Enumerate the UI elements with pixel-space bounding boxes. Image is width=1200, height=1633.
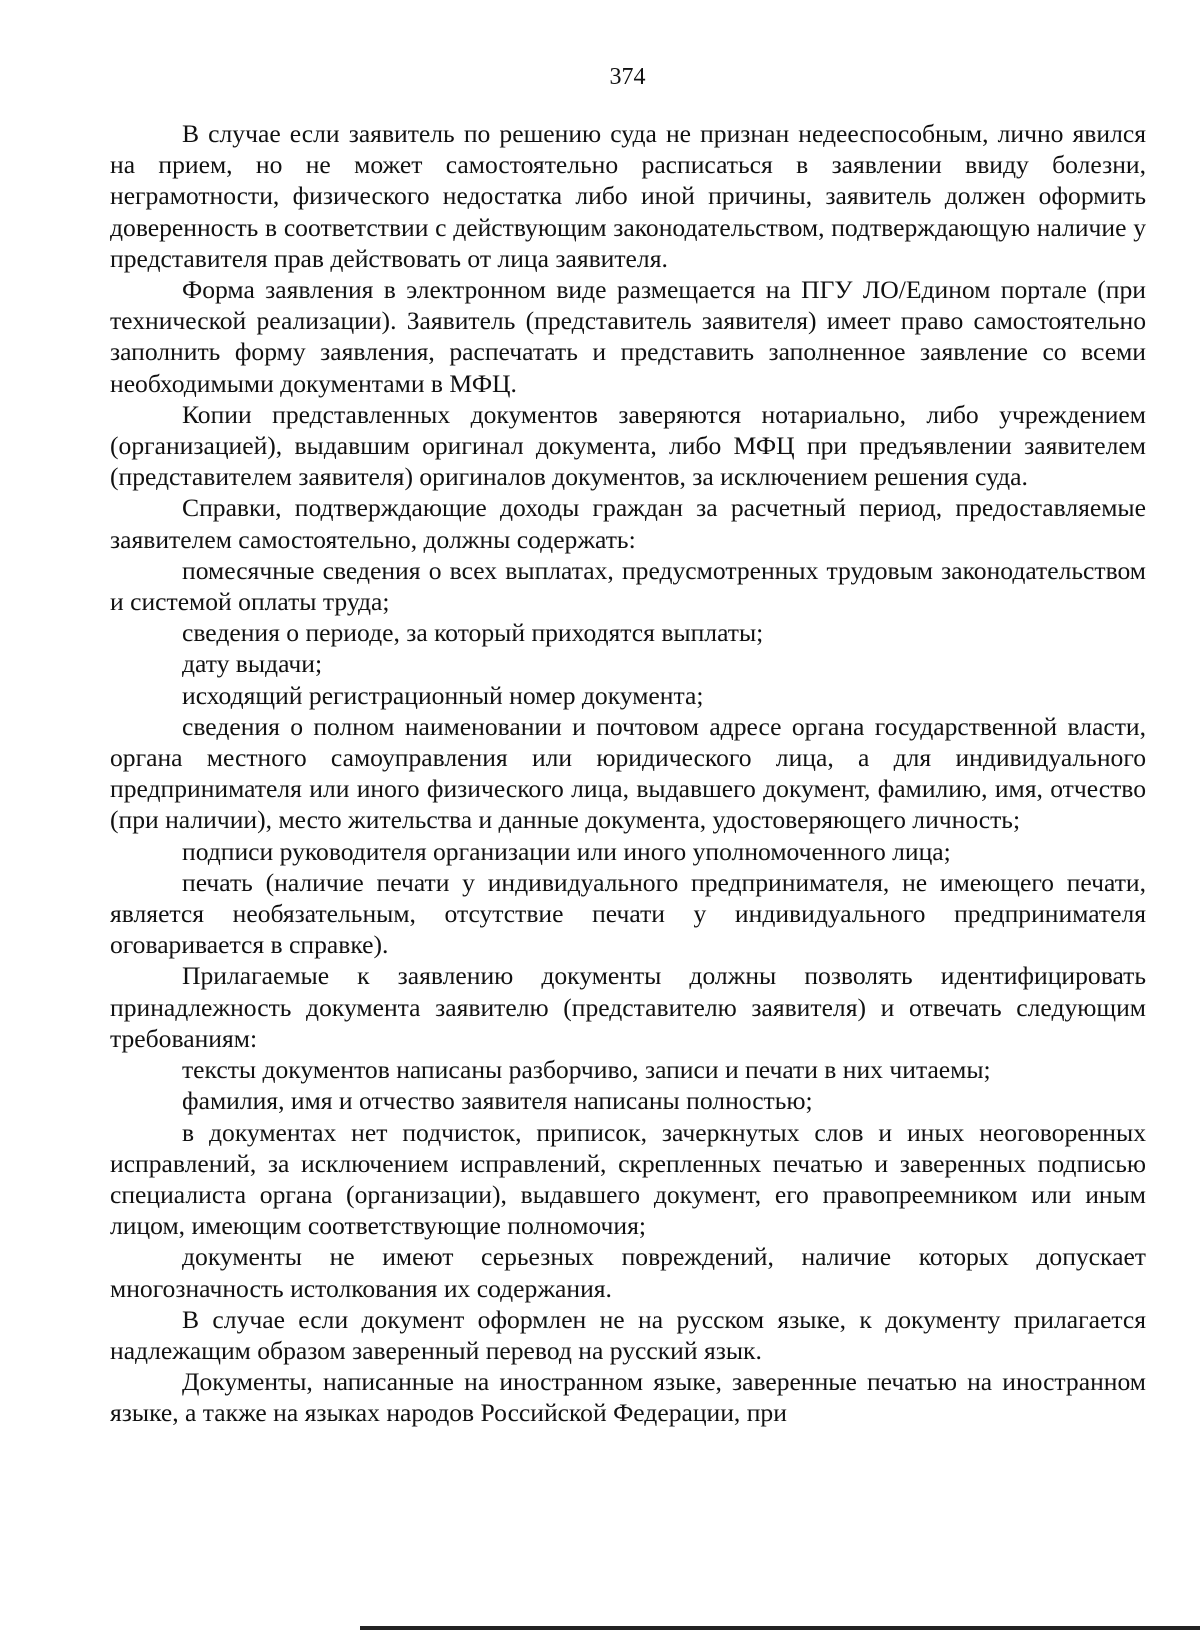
list-item-issuer-details: сведения о полном наименовании и почтовом адресе органа государственной власти, органа местного самоуправления или юридического лица, а для индивидуального предпринимателя или иного физического лица, выдавшего документ, фамилию, имя, отчество (при наличии), место жительства и данные документа, удостоверяющего личность; [110,711,1146,835]
list-item-seal: печать (наличие печати у индивидуального предпринимателя, не имеющего печати, является необязательным, отсутствие печати у индивидуального предпринимателя оговаривается в справке). [110,867,1146,960]
list-item-no-damage: документы не имеют серьезных повреждений, наличие которых допускает многозначность истолкования их содержания. [110,1242,1146,1303]
list-item-no-corrections: в документах нет подчисток, приписок, зачеркнутых слов и иных неоговоренных исправлений, за исключением исправлений, скрепленных печатью и заверенных подписью специалиста органа (организации), выдавшего документ, его правопреемником или иным лицом, имеющим соответствующие полномочия; [110,1117,1146,1241]
paragraph-foreign-language: Документы, написанные на иностранном языке, заверенные печатью на иностранном языке, а также на языках народов Российской Федерации, при [110,1367,1146,1428]
list-item-registration-number: исходящий регистрационный номер документа; [182,680,704,710]
page-number: 374 [609,64,646,90]
list-item-payment-period: сведения о периоде, за который приходятся выплаты; [182,618,764,648]
list-item-signatures: подписи руководителя организации или иного уполномоченного лица; [182,836,951,866]
paragraph-document-requirements: Прилагаемые к заявлению документы должны позволять идентифицировать принадлежность документа заявителю (представителю заявителя) и отвечать следующим требованиям: [110,961,1146,1053]
paragraph-income-certificates: Справки, подтверждающие доходы граждан за расчетный период, предоставляемые заявителем самостоятельно, должны содержать: [110,493,1146,554]
paragraph-translation: В случае если документ оформлен не на русском языке, к документу прилагается надлежащим образом заверенный перевод на русский язык. [110,1304,1146,1365]
list-item-legible-text: тексты документов написаны разборчиво, записи и печати в них читаемы; [182,1055,991,1085]
list-item-full-name: фамилия, имя и отчество заявителя написаны полностью; [182,1086,813,1116]
paragraph-electronic-form: Форма заявления в электронном виде размещается на ПГУ ЛО/Едином портале (при технической реализации). Заявитель (представитель заявителя) имеет право самостоятельно заполнить форму заявления, распечатать и представить заполненное заявление со всеми необходимыми документами в МФЦ. [110,275,1146,398]
paragraph-document-copies: Копии представленных документов заверяются нотариально, либо учреждением (организацией), выдавшим оригинал документа, либо МФЦ при предъявлении заявителем (представителем заявителя) оригиналов документов, за исключением решения суда. [110,399,1146,492]
document-body [110,118,1146,1429]
list-item-monthly-payments: помесячные сведения о всех выплатах, предусмотренных трудовым законодательством и системой оплаты труда; [110,555,1146,617]
bottom-scan-edge [360,1626,1200,1630]
paragraph-applicant-signature: В случае если заявитель по решению суда не признан недееспособным, лично явился на прием, но не может самостоятельно расписаться в заявлении ввиду болезни, неграмотности, физического недостатка либо иной причины, заявитель должен оформить доверенность в соответствии с действующим законодательством, подтверждающую наличие у представителя прав действовать от лица заявителя. [110,119,1146,273]
list-item-issue-date: дату выдачи; [182,649,323,679]
